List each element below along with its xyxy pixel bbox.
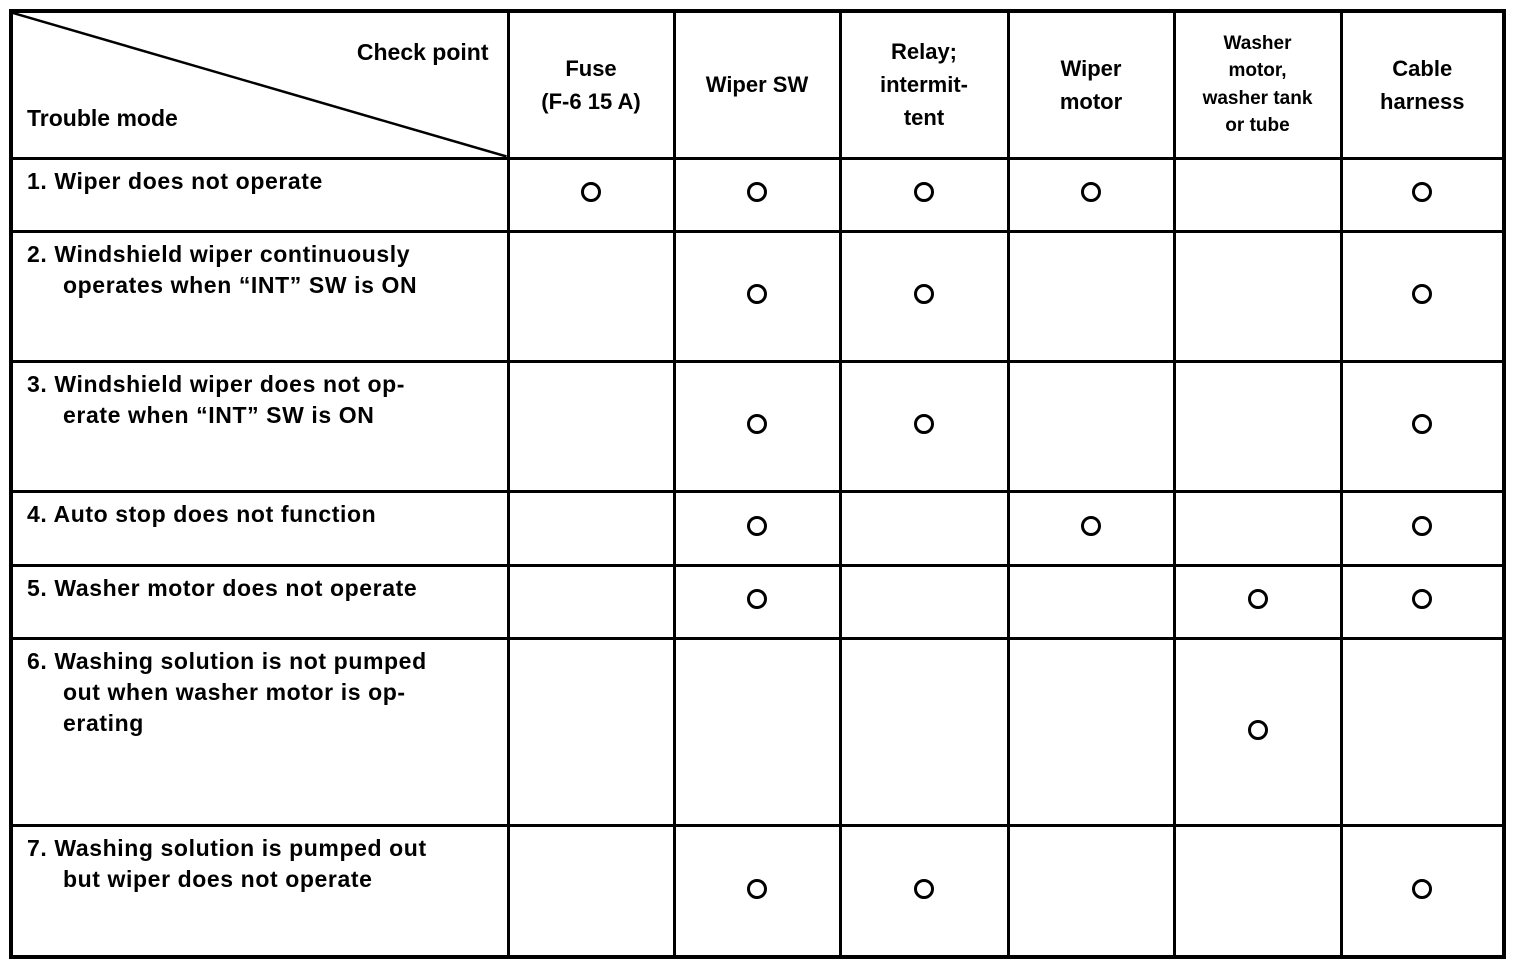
check-cell — [1341, 158, 1504, 231]
troubleshooting-table — [9, 9, 1506, 959]
table-row — [11, 492, 1504, 565]
column-header-line: (F-6 15 A) — [541, 88, 641, 114]
trouble-mode-cell — [11, 231, 508, 361]
table-row — [11, 231, 1504, 361]
trouble-mode-cell — [11, 826, 508, 957]
check-mark-circle — [1412, 182, 1432, 202]
check-cell — [1341, 826, 1504, 957]
check-mark-circle — [1412, 414, 1432, 434]
column-header-line: motor, — [1228, 60, 1287, 82]
trouble-mode-text: erate when “INT” SW is ON — [63, 402, 375, 429]
check-cell — [1341, 492, 1504, 565]
column-header-relay — [840, 11, 1008, 158]
check-cell — [1008, 492, 1174, 565]
check-point-label: Check point — [356, 39, 489, 65]
check-cell — [508, 158, 674, 231]
column-header-line: Wiper — [1060, 55, 1122, 81]
check-cell — [1008, 231, 1174, 361]
check-mark-circle — [914, 414, 934, 434]
column-header-line: Relay; — [890, 39, 958, 65]
check-mark-circle — [914, 182, 934, 202]
check-cell — [1174, 231, 1341, 361]
column-header-line: washer tank — [1202, 87, 1313, 109]
check-cell — [840, 158, 1008, 231]
check-mark-circle — [1081, 516, 1101, 536]
check-mark-circle — [914, 879, 934, 899]
check-cell — [1174, 158, 1341, 231]
check-mark-circle — [1412, 516, 1432, 536]
check-cell — [840, 231, 1008, 361]
corner-header-cell — [11, 11, 508, 158]
trouble-mode-label: Trouble mode — [27, 105, 178, 132]
check-mark-circle — [747, 516, 767, 536]
column-header-line: Wiper SW — [705, 72, 809, 98]
column-header-washer — [1174, 11, 1341, 158]
trouble-mode-cell — [11, 362, 508, 492]
check-cell — [1008, 826, 1174, 957]
check-mark-circle — [747, 879, 767, 899]
check-cell — [1341, 362, 1504, 492]
table-row — [11, 639, 1504, 826]
check-cell — [508, 639, 674, 826]
trouble-mode-text: 6. Washing solution is not pumped — [27, 648, 427, 675]
trouble-mode-cell — [11, 158, 508, 231]
column-header-line: tent — [903, 105, 945, 131]
troubleshooting-table-wrapper — [9, 9, 1502, 959]
trouble-mode-text: out when washer motor is op- — [63, 679, 406, 706]
trouble-mode-text: 1. Wiper does not operate — [27, 167, 323, 194]
check-cell — [1174, 362, 1341, 492]
check-cell — [1174, 565, 1341, 638]
table-row — [11, 826, 1504, 957]
check-mark-circle — [1412, 284, 1432, 304]
check-cell — [508, 492, 674, 565]
check-cell — [840, 639, 1008, 826]
check-mark-circle — [581, 182, 601, 202]
table-row — [11, 565, 1504, 638]
column-header-fuse — [508, 11, 674, 158]
trouble-mode-text: 5. Washer motor does not operate — [27, 574, 418, 601]
check-mark-circle — [914, 284, 934, 304]
trouble-mode-cell — [11, 565, 508, 638]
check-mark-circle — [1412, 589, 1432, 609]
table-row — [11, 362, 1504, 492]
trouble-mode-text: operates when “INT” SW is ON — [63, 271, 418, 298]
check-cell — [1008, 565, 1174, 638]
check-cell — [1174, 639, 1341, 826]
check-mark-circle — [747, 589, 767, 609]
column-header-wiper-motor — [1008, 11, 1174, 158]
check-cell — [674, 565, 840, 638]
check-cell — [1174, 492, 1341, 565]
header-row — [11, 11, 1504, 158]
check-cell — [674, 639, 840, 826]
check-cell — [840, 492, 1008, 565]
check-cell — [840, 565, 1008, 638]
check-cell — [674, 362, 840, 492]
column-header-line: motor — [1059, 88, 1123, 114]
check-cell — [840, 826, 1008, 957]
column-header-wiper-sw — [674, 11, 840, 158]
column-header-line: or tube — [1225, 115, 1290, 137]
column-header-line: Cable — [1392, 55, 1453, 81]
trouble-mode-text: 2. Windshield wiper continuously — [27, 240, 411, 267]
diagonal-divider — [13, 13, 507, 157]
check-mark-circle — [1248, 720, 1268, 740]
check-cell — [674, 231, 840, 361]
trouble-mode-text: 3. Windshield wiper does not op- — [27, 371, 406, 398]
check-cell — [1008, 158, 1174, 231]
column-header-cable-harness — [1341, 11, 1504, 158]
trouble-mode-text: but wiper does not operate — [63, 866, 373, 893]
trouble-mode-text: erating — [63, 710, 144, 737]
check-cell — [1008, 639, 1174, 826]
trouble-mode-cell — [11, 639, 508, 826]
check-mark-circle — [747, 182, 767, 202]
table-row — [11, 158, 1504, 231]
check-cell — [674, 826, 840, 957]
check-cell — [1008, 362, 1174, 492]
trouble-mode-cell — [11, 492, 508, 565]
check-cell — [508, 565, 674, 638]
check-cell — [840, 362, 1008, 492]
check-cell — [508, 826, 674, 957]
check-cell — [1341, 231, 1504, 361]
check-cell — [1341, 639, 1504, 826]
column-header-line: Fuse — [565, 55, 617, 81]
column-header-line: intermit- — [880, 72, 968, 98]
check-mark-circle — [747, 414, 767, 434]
check-cell — [1174, 826, 1341, 957]
column-header-line: harness — [1380, 88, 1465, 114]
check-cell — [508, 231, 674, 361]
trouble-mode-text: 4. Auto stop does not function — [27, 501, 377, 528]
check-mark-circle — [747, 284, 767, 304]
check-cell — [508, 362, 674, 492]
check-mark-circle — [1081, 182, 1101, 202]
check-cell — [674, 158, 840, 231]
check-cell — [674, 492, 840, 565]
trouble-mode-text: 7. Washing solution is pumped out — [27, 835, 427, 862]
check-mark-circle — [1248, 589, 1268, 609]
check-mark-circle — [1412, 879, 1432, 899]
check-cell — [1341, 565, 1504, 638]
column-header-line: Washer — [1223, 32, 1292, 54]
